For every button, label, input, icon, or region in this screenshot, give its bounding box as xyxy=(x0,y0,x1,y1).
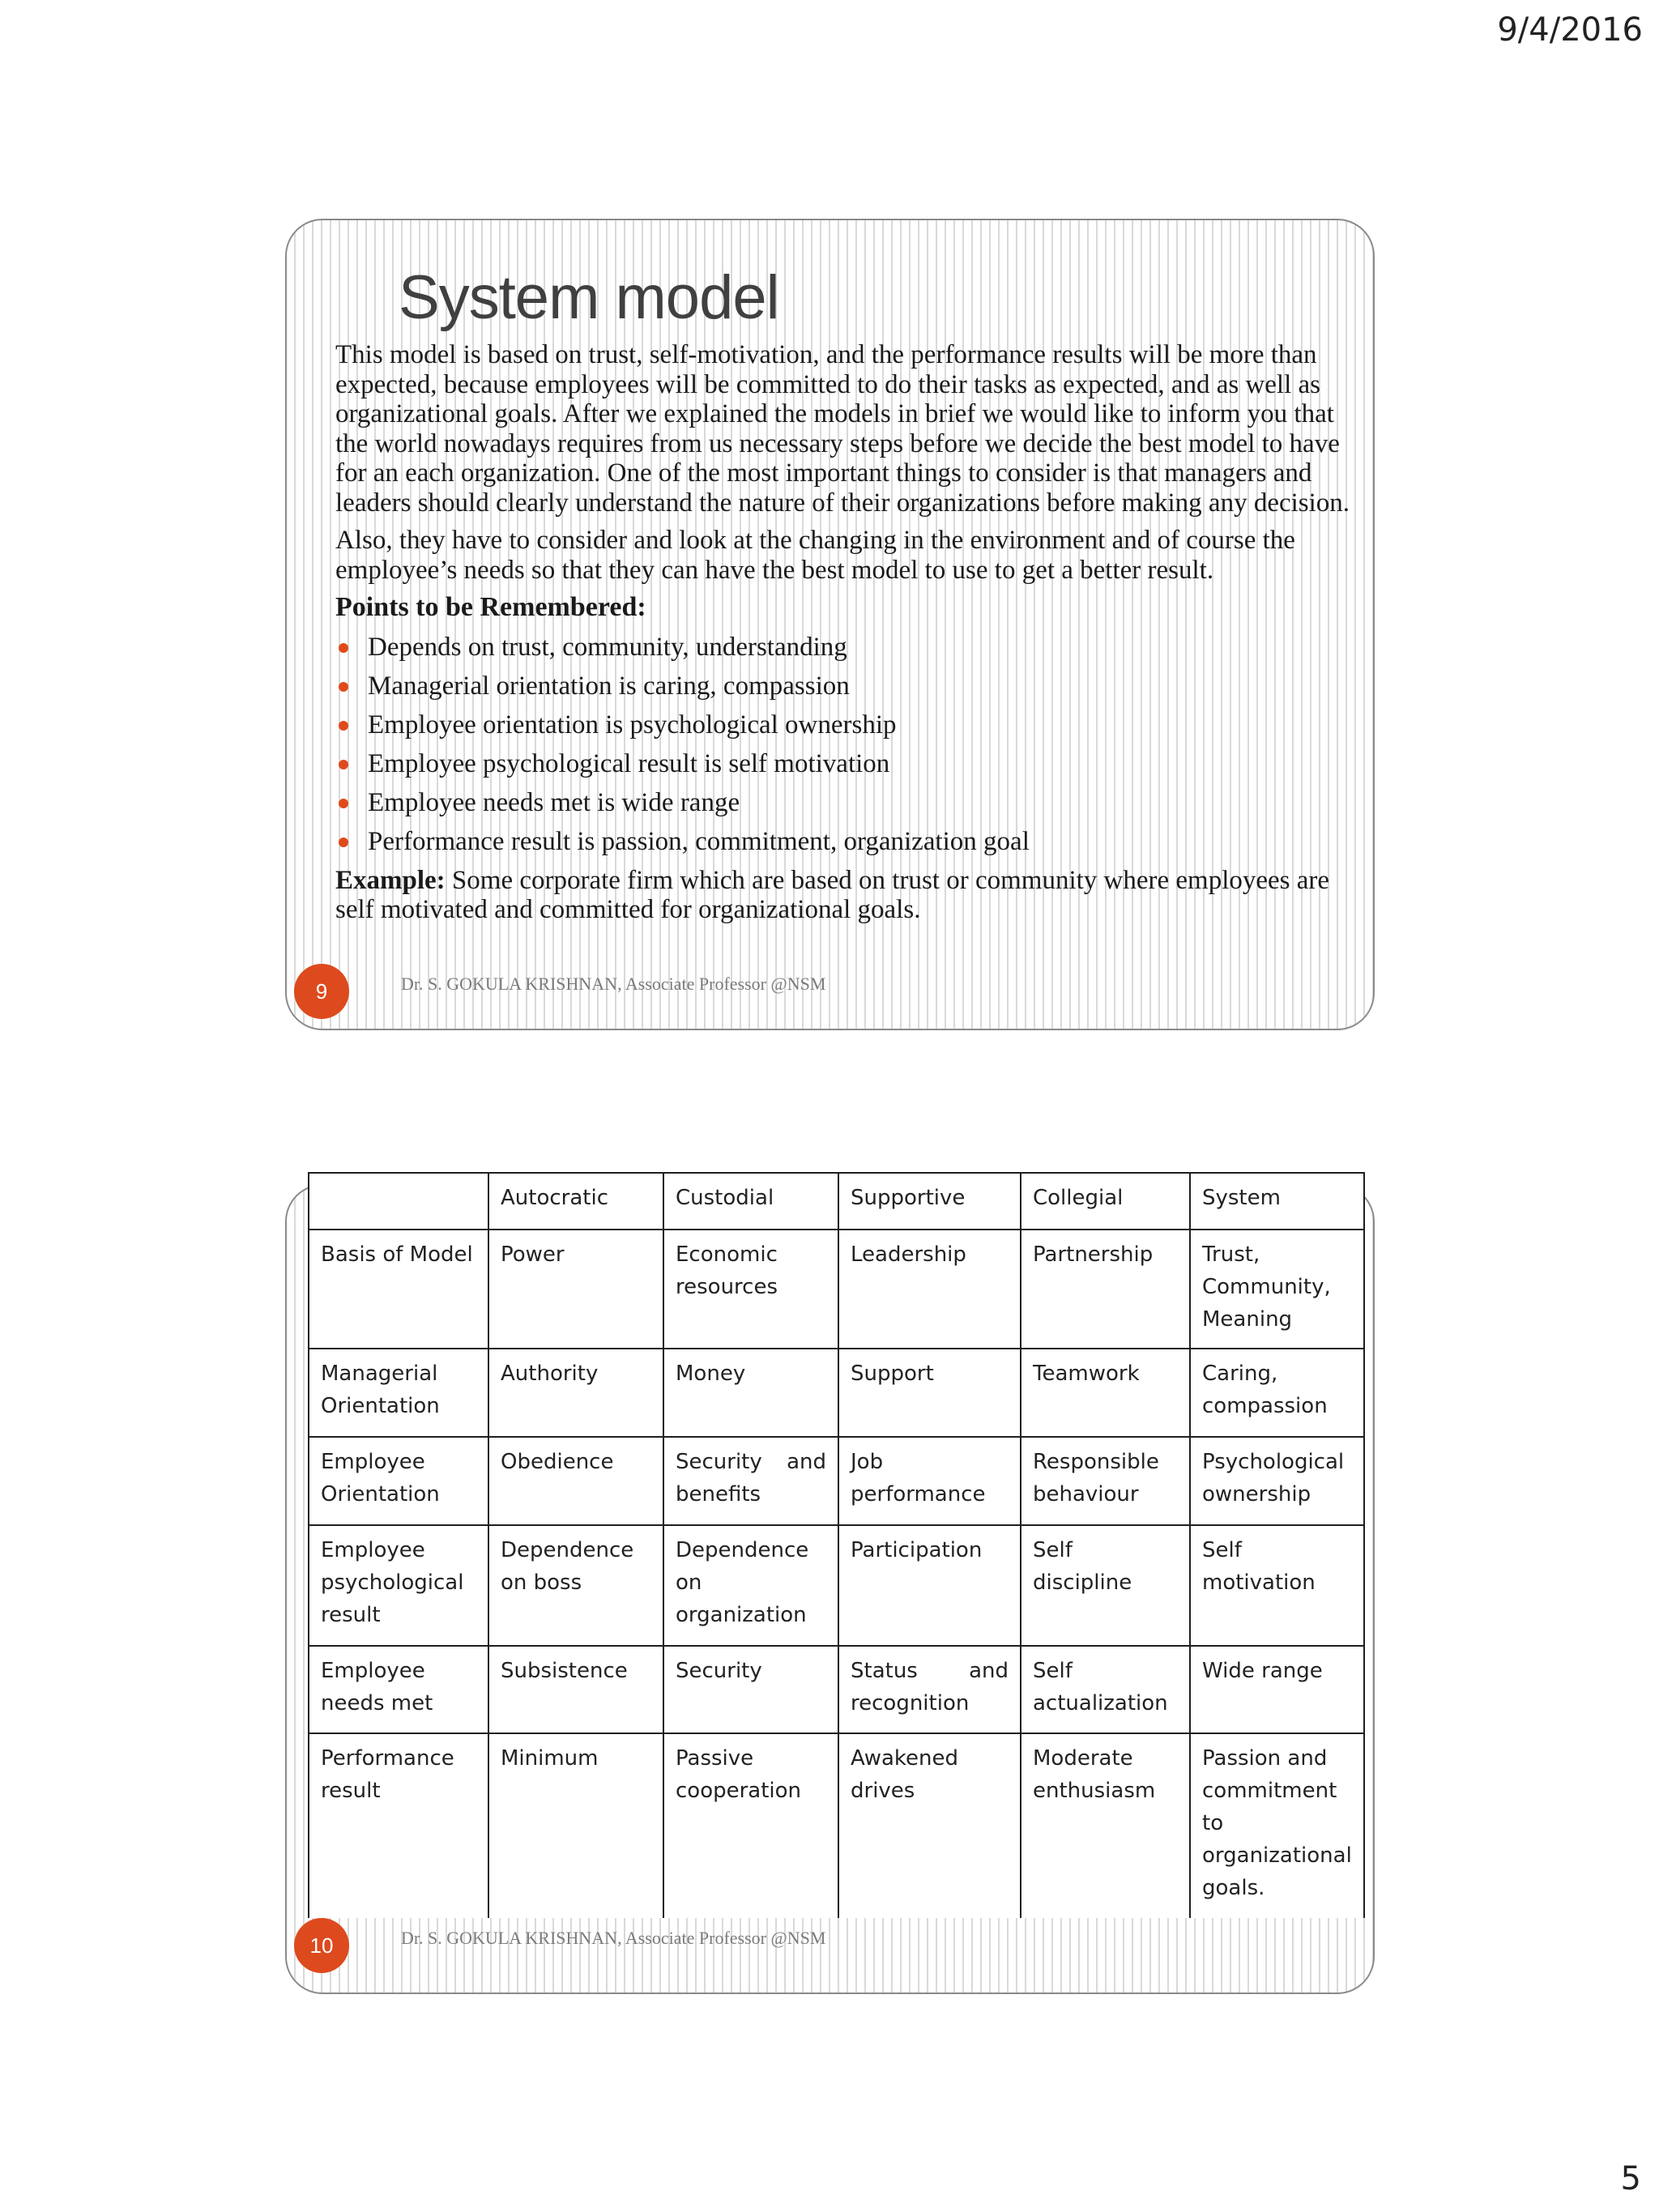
table-cell: Subsistence xyxy=(488,1646,663,1733)
table-cell: Power xyxy=(488,1230,663,1349)
list-item: Employee needs met is wide range xyxy=(335,783,1352,822)
example-label: Example: xyxy=(335,865,446,895)
slide-title: System model xyxy=(399,263,779,332)
points-heading: Points to be Remembered: xyxy=(335,592,646,622)
example-text: Some corporate firm which are based on trust or community where employees are self motivated and committed for organizational goals. xyxy=(335,865,1330,924)
list-item: Depends on trust, community, understanding xyxy=(335,628,1352,667)
row-label: Performance result xyxy=(309,1733,488,1918)
table-cell: Obedience xyxy=(488,1437,663,1525)
slide-number-badge: 9 xyxy=(294,964,349,1019)
page-number: 5 xyxy=(1620,2160,1641,2197)
table-cell: Dependence on boss xyxy=(488,1525,663,1646)
table-cell: Self actualization xyxy=(1021,1646,1190,1733)
table-cell xyxy=(309,1173,488,1230)
table-cell: Passive cooperation xyxy=(663,1733,838,1918)
table-row xyxy=(309,1733,1364,1918)
example-paragraph xyxy=(335,866,1352,925)
table-cell: Dependence on organization xyxy=(663,1525,838,1646)
table-header-cell: System xyxy=(1190,1173,1364,1230)
table-cell: Moderate enthusiasm xyxy=(1021,1733,1190,1918)
table-header-cell: Custodial xyxy=(663,1173,838,1230)
table-cell: Economic resources xyxy=(663,1230,838,1349)
table-header-cell: Collegial xyxy=(1021,1173,1190,1230)
table-cell: Passion and commitment to organizational goals. xyxy=(1190,1733,1364,1918)
table-row xyxy=(309,1525,1364,1646)
table-cell: Wide range xyxy=(1190,1646,1364,1733)
row-label: Basis of Model xyxy=(309,1230,488,1349)
page-date: 9/4/2016 xyxy=(1497,11,1643,49)
row-label: Employee needs met xyxy=(309,1646,488,1733)
table-header-cell: Supportive xyxy=(838,1173,1021,1230)
table-cell: Support xyxy=(838,1349,1021,1437)
table-row xyxy=(309,1349,1364,1437)
table-cell: Minimum xyxy=(488,1733,663,1918)
table-cell: Self discipline xyxy=(1021,1525,1190,1646)
table-cell: Teamwork xyxy=(1021,1349,1190,1437)
table-header-cell: Autocratic xyxy=(488,1173,663,1230)
slide-number-badge: 10 xyxy=(294,1918,349,1973)
list-item: Performance result is passion, commitment, organization goal xyxy=(335,822,1352,861)
paragraph-1: This model is based on trust, self-motivation, and the performance results will be more than expected, because employees will be committed to do their tasks as expected, and as well as organizational goals. After we explained the models in brief we would like to inform you that the world nowadays requires from us necessary steps before we decide the best model to have for an each organization. One of the most important things to consider is that managers and leaders should clearly understand the nature of their organizations before making any decision. xyxy=(335,340,1350,518)
table-cell: Self motivation xyxy=(1190,1525,1364,1646)
table-cell: Job performance xyxy=(838,1437,1021,1525)
table-row xyxy=(309,1230,1364,1349)
table-cell: Awakened drives xyxy=(838,1733,1021,1918)
table-cell: Money xyxy=(663,1349,838,1437)
slide-footer: Dr. S. GOKULA KRISHNAN, Associate Professor @NSM xyxy=(401,974,826,994)
table-header-row xyxy=(309,1173,1364,1230)
slide-9 xyxy=(285,219,1375,1030)
row-label: Employee psychological result xyxy=(309,1525,488,1646)
slide-body xyxy=(335,340,1352,933)
table-cell: Trust, Community, Meaning xyxy=(1190,1230,1364,1349)
paragraph-2: Also, they have to consider and look at the changing in the environment and of course the employee’s needs so that they can have the best model to use to get a better result. xyxy=(335,526,1295,585)
points-list xyxy=(335,628,1352,861)
table-cell: Security and benefits xyxy=(663,1437,838,1525)
table-cell: Authority xyxy=(488,1349,663,1437)
table-cell: Status and recognition xyxy=(838,1646,1021,1733)
table-cell: Caring, compassion xyxy=(1190,1349,1364,1437)
table-cell: Participation xyxy=(838,1525,1021,1646)
table-cell: Leadership xyxy=(838,1230,1021,1349)
slide-footer: Dr. S. GOKULA KRISHNAN, Associate Professor @NSM xyxy=(401,1928,826,1948)
table-cell: Responsible behaviour xyxy=(1021,1437,1190,1525)
table-cell: Psychological ownership xyxy=(1190,1437,1364,1525)
table-row xyxy=(309,1646,1364,1733)
table-cell: Security xyxy=(663,1646,838,1733)
row-label: Employee Orientation xyxy=(309,1437,488,1525)
list-item: Employee orientation is psychological ownership xyxy=(335,705,1352,744)
table-row xyxy=(309,1437,1364,1525)
list-item: Employee psychological result is self motivation xyxy=(335,744,1352,783)
row-label: Managerial Orientation xyxy=(309,1349,488,1437)
table-cell: Partnership xyxy=(1021,1230,1190,1349)
comparison-table xyxy=(308,1172,1365,1918)
list-item: Managerial orientation is caring, compassion xyxy=(335,667,1352,705)
